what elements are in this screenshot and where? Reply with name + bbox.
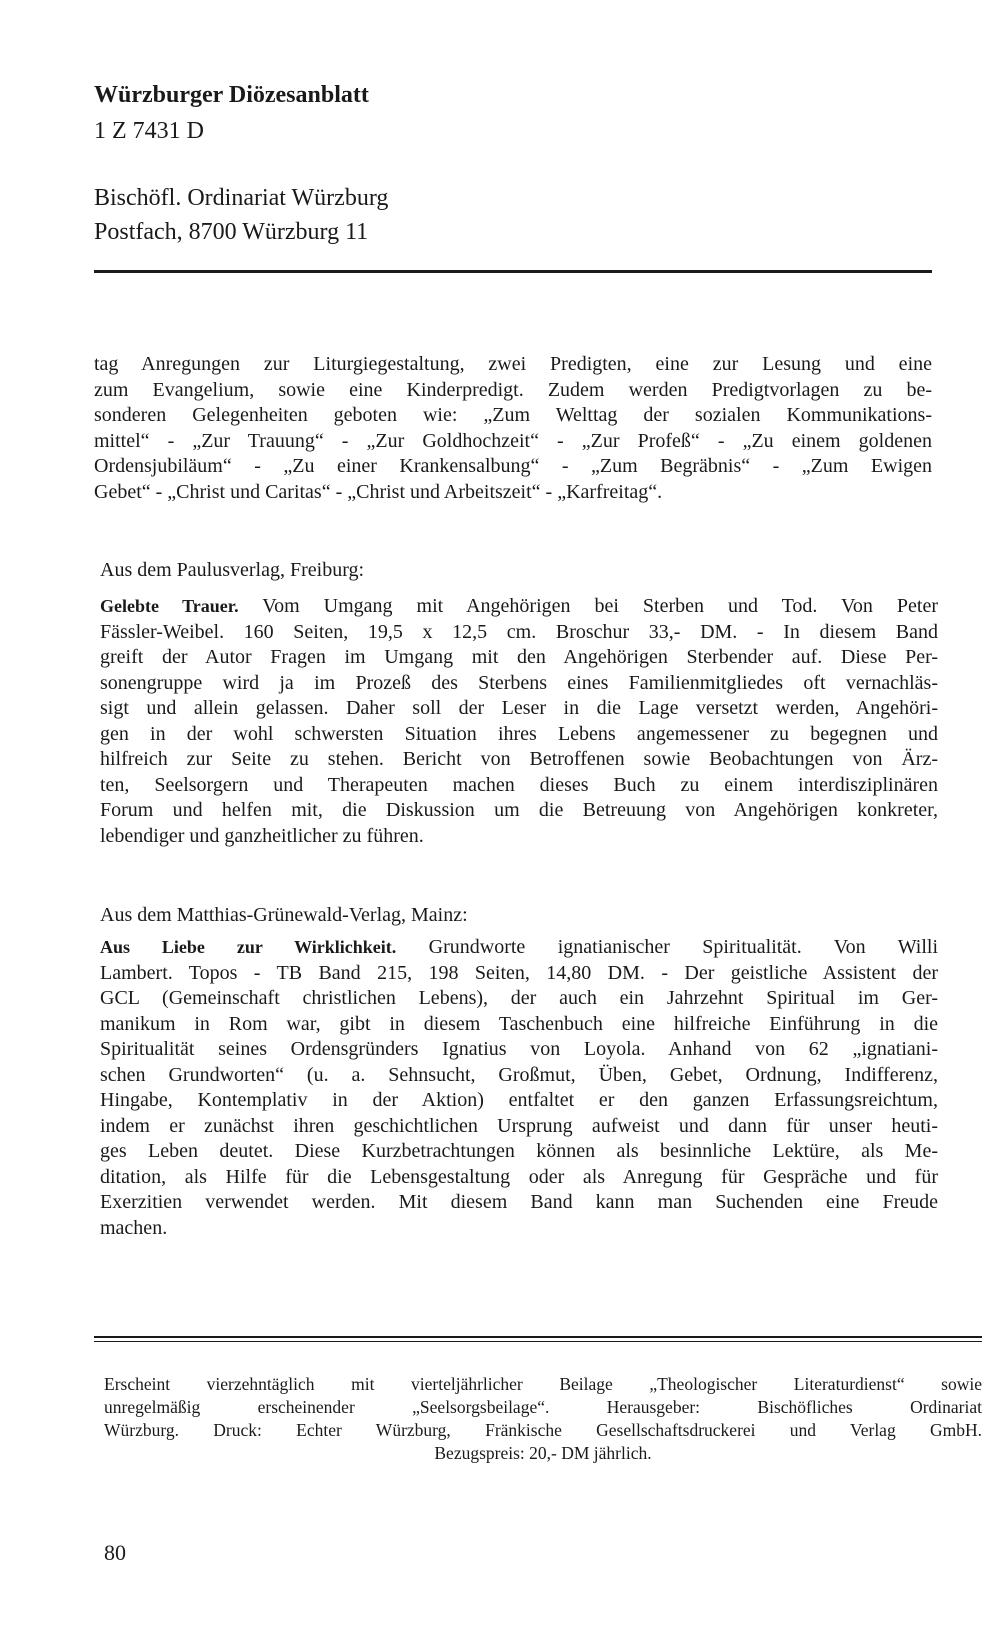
text-line: zum Evangelium, sowie eine Kinderpredigt. Zudem werden Predigtvorlagen zu be- bbox=[94, 378, 932, 401]
top-divider bbox=[94, 270, 932, 273]
first-line-rest: Grundworte ignatianischer Spiritualität. Von Willi bbox=[428, 936, 939, 958]
text-line: tag Anregungen zur Liturgiegestaltung, zwei Predigten, eine zur Lesung und eine bbox=[94, 353, 932, 375]
text-line: manikum in Rom war, gibt in diesem Taschenbuch eine hilfreiche Einführung in die bbox=[100, 1012, 938, 1035]
text-line: lebendiger und ganzheitlicher zu führen. bbox=[100, 824, 424, 847]
text-line: Fässler-Weibel. 160 Seiten, 19,5 x 12,5 cm. Broschur 33,- DM. - In diesem Band bbox=[100, 620, 938, 643]
first-line-rest: Vom Umgang mit Angehörigen bei Sterben und Tod. Von Peter bbox=[262, 595, 938, 617]
text-line: Ordensjubiläum“ - „Zu einer Krankensalbung“ - „Zum Begräbnis“ - „Zum Ewigen bbox=[94, 455, 932, 477]
text-line: ditation, als Hilfe für die Lebensgestaltung oder als Anregung für Gespräche und für bbox=[100, 1165, 938, 1188]
text-line bbox=[100, 594, 938, 620]
text-line: sonengruppe wird ja im Prozeß des Sterbens eines Familienmitgliedes oft vernachläs- bbox=[100, 671, 938, 694]
bottom-divider-thin bbox=[94, 1341, 982, 1342]
text-line: Gebet“ - „Christ und Caritas“ - „Christ und Arbeitszeit“ - „Karfreitag“. bbox=[94, 480, 663, 503]
text-line bbox=[100, 935, 938, 961]
text-line: machen. bbox=[100, 1216, 168, 1239]
text-line: GCL (Gemeinschaft christlichen Lebens), der auch ein Jahrzehnt Spiritual im Ger- bbox=[100, 987, 938, 1009]
text-line: gen in der wohl schwersten Situation ihres Lebens angemessener zu begegnen und bbox=[100, 722, 938, 745]
page-number: 80 bbox=[104, 1540, 126, 1565]
text-line: ten, Seelsorgern und Therapeuten machen dieses Buch zu einem interdisziplinären bbox=[100, 773, 938, 796]
text-line: Lambert. Topos - TB Band 215, 198 Seiten, 14,80 DM. - Der geistliche Assistent der bbox=[100, 961, 938, 984]
text-line: Forum und helfen mit, die Diskussion um die Betreuung von Angehörigen konkreter, bbox=[100, 799, 938, 821]
text-line: hilfreich zur Seite zu stehen. Bericht von Betroffenen sowie Beobachtungen von Ärz- bbox=[100, 748, 938, 770]
review-paulus bbox=[100, 594, 938, 849]
subscription-price: Bezugspreis: 20,- DM jährlich. bbox=[434, 1443, 652, 1463]
masthead-title: Würzburger Diözesanblatt bbox=[94, 82, 369, 108]
section-heading-paulus: Aus dem Paulusverlag, Freiburg: bbox=[100, 559, 365, 581]
review-gruenewald bbox=[100, 935, 938, 1241]
sender-line-2: Postfach, 8700 Würzburg 11 bbox=[94, 219, 369, 245]
book-title: Gelebte Trauer. bbox=[100, 596, 239, 616]
text-line: sigt und allein gelassen. Daher soll der Leser in die Lage versetzt werden, Angehöri- bbox=[100, 697, 938, 719]
imprint-footer bbox=[104, 1373, 982, 1465]
text-line: Exerzitien verwendet werden. Mit diesem Band kann man Suchenden eine Freude bbox=[100, 1191, 938, 1213]
text-line: sonderen Gelegenheiten geboten wie: „Zum Welttag der sozialen Kommunikations- bbox=[94, 404, 932, 426]
text-line: Hingabe, Kontemplativ in der Aktion) entfaltet er den ganzen Erfassungsreichtum, bbox=[100, 1089, 938, 1111]
text-line: mittel“ - „Zur Trauung“ - „Zur Goldhochzeit“ - „Zur Profeß“ - „Zu einem goldenen bbox=[94, 429, 932, 452]
footer-line: Würzburg. Druck: Echter Würzburg, Fränkische Gesellschaftsdruckerei und Verlag GmbH. bbox=[104, 1420, 982, 1440]
section-heading-gruenewald: Aus dem Matthias-Grünewald-Verlag, Mainz: bbox=[100, 904, 468, 926]
text-line: Spiritualität seines Ordensgründers Ignatius von Loyola. Anhand von 62 „ignatiani- bbox=[100, 1038, 938, 1060]
footer-line: unregelmäßig erscheinender „Seelsorgsbeilage“. Herausgeber: Bischöfliches Ordinariat bbox=[104, 1397, 982, 1417]
text-line: schen Grundworten“ (u. a. Sehnsucht, Großmut, Üben, Gebet, Ordnung, Indifferenz, bbox=[100, 1063, 938, 1086]
bottom-divider bbox=[94, 1336, 982, 1338]
book-title: Aus Liebe zur Wirklichkeit. bbox=[100, 937, 397, 957]
text-line: ges Leben deutet. Diese Kurzbetrachtungen können als besinnliche Lektüre, als Me- bbox=[100, 1140, 938, 1162]
intro-paragraph bbox=[94, 352, 932, 505]
masthead-code: 1 Z 7431 D bbox=[94, 118, 204, 144]
sender-line-1: Bischöfl. Ordinariat Würzburg bbox=[94, 185, 389, 211]
text-line: greift der Autor Fragen im Umgang mit den Angehörigen Sterbender auf. Diese Per- bbox=[100, 646, 938, 668]
footer-line: Erscheint vierzehntäglich mit vierteljährlicher Beilage „Theologischer Literaturdienst“ sowie bbox=[104, 1374, 982, 1394]
text-line: indem er zunächst ihren geschichtlichen Ursprung aufweist und dann für unser heuti- bbox=[100, 1114, 938, 1137]
